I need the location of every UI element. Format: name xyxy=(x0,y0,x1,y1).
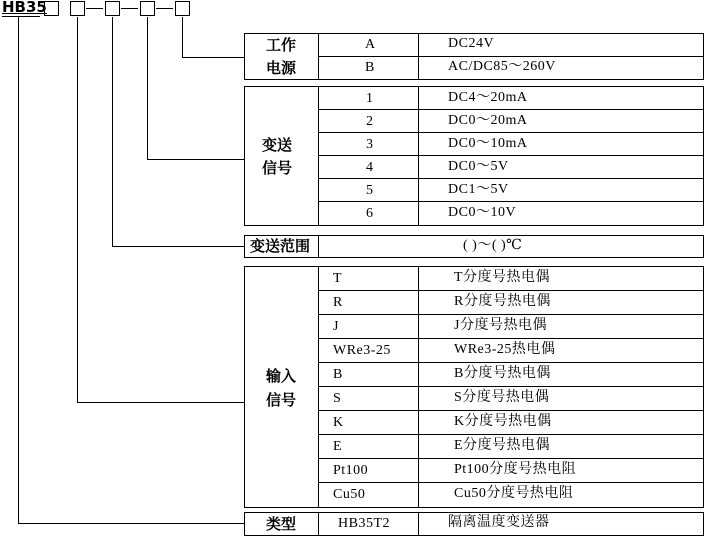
input-code: Pt100 xyxy=(333,463,369,478)
code-slot-input xyxy=(71,2,85,16)
input-code: K xyxy=(333,415,344,430)
input-desc: WRe3-25热电偶 xyxy=(454,342,556,357)
power-code: B xyxy=(365,60,375,75)
model-prefix: HB35 xyxy=(2,0,47,16)
power-label-line1: 工作 xyxy=(266,36,297,54)
input-code: S xyxy=(333,391,342,406)
connector-range xyxy=(113,17,245,247)
input-desc: K分度号热电偶 xyxy=(454,414,552,429)
output-code: 2 xyxy=(366,114,374,129)
code-slot-range xyxy=(106,2,120,16)
input-desc: R分度号热电偶 xyxy=(454,294,551,309)
connector-input xyxy=(78,17,245,403)
output-code: 4 xyxy=(366,160,374,175)
output-code: 3 xyxy=(366,137,374,152)
output-code: 5 xyxy=(366,183,374,198)
input-code: E xyxy=(333,439,343,454)
input-desc: J分度号热电偶 xyxy=(454,318,547,333)
type-code: HB35T2 xyxy=(338,516,390,531)
input-desc: Pt100分度号热电阻 xyxy=(454,462,577,477)
output-desc: DC1～5V xyxy=(448,182,509,197)
code-slot-power xyxy=(176,2,190,16)
input-label-line2: 信号 xyxy=(266,391,297,409)
power-desc: DC24V xyxy=(448,36,495,51)
connector-output xyxy=(148,17,245,160)
output-code: 6 xyxy=(366,206,374,221)
input-code: T xyxy=(333,271,343,286)
output-label-line2: 信号 xyxy=(262,159,293,177)
output-code: 1 xyxy=(366,91,374,106)
connector-power xyxy=(183,17,245,58)
output-label-line1: 变送 xyxy=(262,136,293,154)
input-code: Cu50 xyxy=(333,487,366,502)
range-value: ( )～( )℃ xyxy=(463,238,523,253)
input-desc: S分度号热电偶 xyxy=(454,390,550,405)
input-code: WRe3-25 xyxy=(333,343,391,358)
input-code: B xyxy=(333,367,343,382)
power-label-line2: 电源 xyxy=(266,59,297,77)
input-desc: E分度号热电偶 xyxy=(454,438,551,453)
power-code: A xyxy=(365,37,376,52)
code-slot-output xyxy=(141,2,155,16)
output-desc: DC0～10mA xyxy=(448,136,528,151)
connector-type xyxy=(19,17,245,524)
output-desc: DC4～20mA xyxy=(448,90,528,105)
type-desc: 隔离温度变送器 xyxy=(448,515,550,530)
power-desc: AC/DC85～260V xyxy=(448,59,556,74)
input-code: R xyxy=(333,295,343,310)
range-label: 变送范围 xyxy=(250,237,311,255)
input-code: J xyxy=(333,319,339,334)
type-label: 类型 xyxy=(266,515,297,533)
output-desc: DC0～5V xyxy=(448,159,509,174)
input-desc: T分度号热电偶 xyxy=(454,270,551,285)
output-desc: DC0～20mA xyxy=(448,113,528,128)
input-desc: Cu50分度号热电阻 xyxy=(454,486,574,501)
input-desc: B分度号热电偶 xyxy=(454,366,551,381)
input-label-line1: 输入 xyxy=(266,367,297,385)
output-desc: DC0～10V xyxy=(448,205,517,220)
